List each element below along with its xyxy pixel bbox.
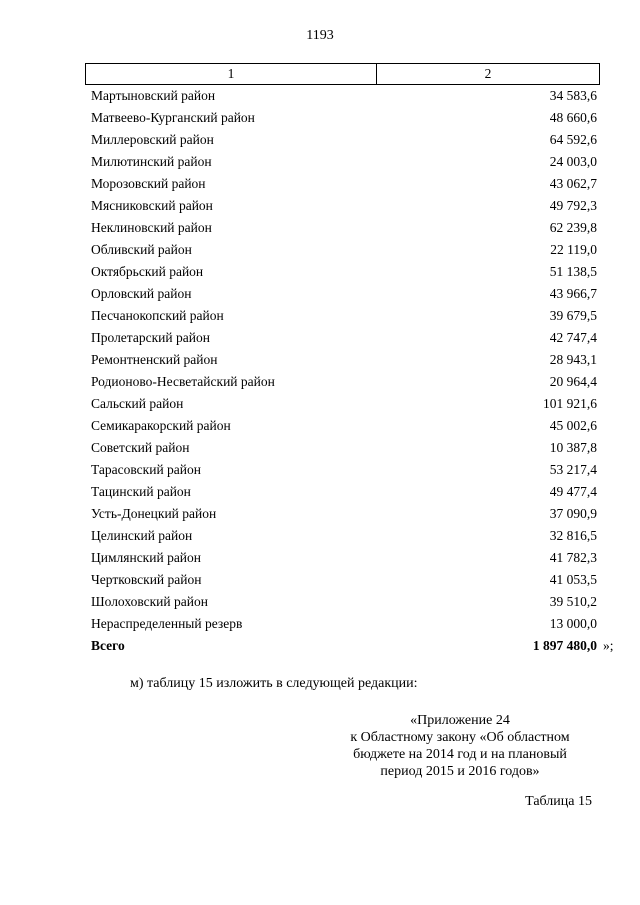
district-name: Октябрьский район [91,264,204,279]
table-row [85,437,600,459]
district-name: Матвеево-Курганский район [91,110,255,125]
table-row [85,459,600,481]
table-row [85,349,600,371]
district-amount: 64 592,6 [549,132,597,147]
column-header-2: 2 [484,66,492,81]
district-amount: 39 679,5 [549,308,597,323]
table-row [85,261,600,283]
district-name: Усть-Донецкий район [91,506,217,521]
closing-quote: »; [603,638,614,653]
district-amount: 24 003,0 [549,154,597,169]
table-row [85,327,600,349]
table-row [85,195,600,217]
district-amount: 22 119,0 [550,242,597,257]
column-header-1: 1 [86,64,377,84]
table-row [85,525,600,547]
district-amount: 48 660,6 [549,110,597,125]
district-name: Неклиновский район [91,220,212,235]
total-amount: 1 897 480,0 [532,638,597,653]
table-label: Таблица 15 [525,794,592,809]
district-name: Родионово-Несветайский район [91,374,275,389]
district-amount: 43 966,7 [549,286,597,301]
district-name: Нераспределенный резерв [91,616,243,631]
table-row [85,547,600,569]
district-name: Чертковский район [91,572,202,587]
total-row [85,635,614,657]
district-name: Тацинский район [91,484,191,499]
table-row [85,239,600,261]
total-label: Всего [91,638,125,653]
district-name: Милютинский район [91,154,212,169]
table-header [85,63,600,85]
district-name: Цимлянский район [91,550,202,565]
table-row [85,151,600,173]
district-name: Мясниковский район [91,198,213,213]
appendix-line-1: «Приложение 24 [410,713,510,728]
page-number: 1193 [306,28,334,43]
table-row [85,217,600,239]
appendix-heading [320,712,600,780]
table-row [85,85,600,107]
table-row [85,569,600,591]
table-row [85,613,600,635]
district-name: Тарасовский район [91,462,201,477]
appendix-line-4: период 2015 и 2016 годов» [380,764,540,779]
district-amount: 32 816,5 [549,528,597,543]
district-amount: 41 782,3 [549,550,597,565]
table-row [85,173,600,195]
table-body [85,85,614,657]
appendix-line-2: к Областному закону «Об областном [350,730,570,745]
district-name: Морозовский район [91,176,206,191]
district-amount: 42 747,4 [549,330,597,345]
district-amount: 43 062,7 [549,176,597,191]
district-amount: 41 053,5 [549,572,597,587]
district-amount: 49 792,3 [549,198,597,213]
table-row [85,591,600,613]
district-amount: 28 943,1 [549,352,597,367]
appendix-line-3: бюджете на 2014 год и на плановый [353,747,567,762]
district-amount: 10 387,8 [549,440,597,455]
district-amount: 37 090,9 [549,506,597,521]
table-row [85,503,600,525]
district-amount: 39 510,2 [549,594,597,609]
district-name: Мартыновский район [91,88,216,103]
district-name: Пролетарский район [91,330,210,345]
district-name: Песчанокопский район [91,308,224,323]
district-amount: 51 138,5 [549,264,597,279]
district-amount: 62 239,8 [549,220,597,235]
table-row [85,393,600,415]
district-name: Орловский район [91,286,192,301]
district-amount: 49 477,4 [549,484,597,499]
district-amount: 20 964,4 [549,374,597,389]
district-amount: 13 000,0 [549,616,597,631]
district-name: Целинский район [91,528,193,543]
table-row [85,283,600,305]
district-amount: 53 217,4 [549,462,597,477]
table-row [85,305,600,327]
table-row [85,481,600,503]
district-name: Миллеровский район [91,132,214,147]
district-name: Советский район [91,440,190,455]
district-name: Ремонтненский район [91,352,218,367]
district-name: Сальский район [91,396,184,411]
district-amount: 34 583,6 [549,88,597,103]
district-amount: 101 921,6 [543,396,597,411]
table-row [85,129,600,151]
district-name: Семикаракорский район [91,418,231,433]
table-row [85,415,600,437]
table-row [85,107,600,129]
district-amount: 45 002,6 [549,418,597,433]
table-row [85,371,600,393]
district-name: Обливский район [91,242,192,257]
instruction-text: м) таблицу 15 изложить в следующей редакции: [130,676,418,691]
district-name: Шолоховский район [91,594,208,609]
